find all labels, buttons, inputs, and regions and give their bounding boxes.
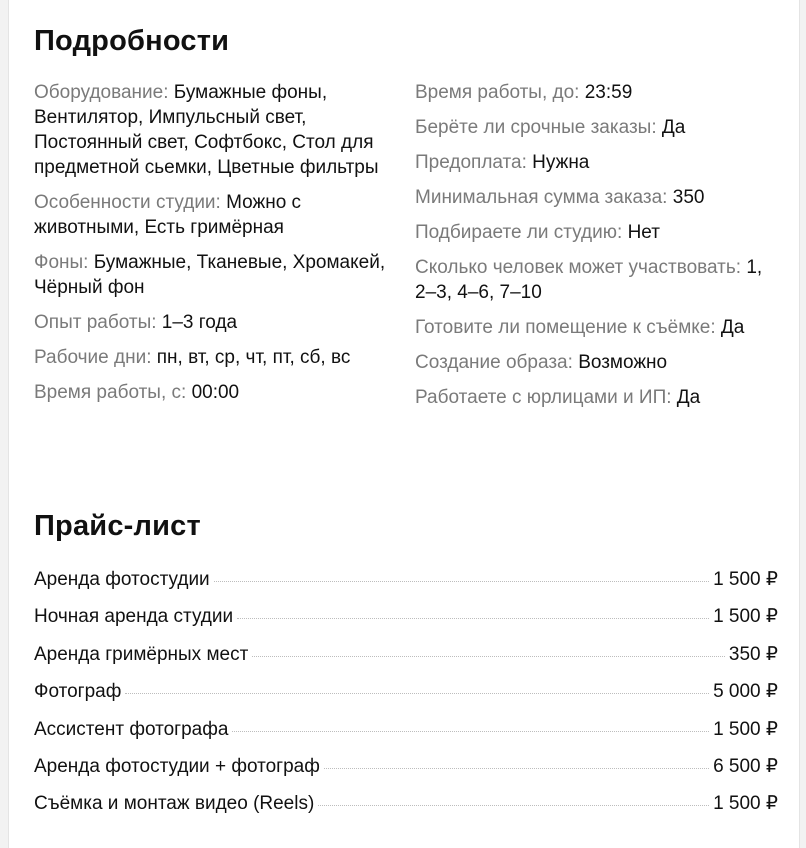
- price-item-value: 1 500 ₽: [713, 569, 778, 590]
- price-list: [34, 568, 778, 830]
- price-list-title: Прайс-лист: [34, 510, 201, 542]
- price-row: [34, 755, 778, 792]
- detail-row-room-prep: [415, 315, 787, 340]
- dotted-leader: [125, 693, 709, 694]
- price-row: [34, 643, 778, 680]
- detail-row-studio-selection: [415, 220, 787, 245]
- detail-row-prepayment: [415, 150, 787, 175]
- details-card: [8, 0, 800, 848]
- detail-value: Можно с животными, Есть гримёрная: [34, 192, 302, 238]
- price-item-value: 1 500 ₽: [713, 793, 778, 815]
- detail-value: Нет: [627, 222, 660, 243]
- detail-value: 23:59: [584, 82, 633, 103]
- detail-value: 1–3 года: [161, 312, 238, 333]
- price-row: [34, 605, 778, 642]
- price-item-value: 350 ₽: [728, 643, 778, 665]
- detail-value: 350: [672, 187, 705, 208]
- detail-key: Фоны:: [34, 252, 89, 273]
- detail-row-work-from: [34, 380, 394, 405]
- detail-key: Особенности студии:: [34, 192, 221, 213]
- detail-value: Да: [676, 387, 701, 408]
- price-row: [34, 792, 778, 829]
- dotted-leader: [237, 618, 709, 619]
- dotted-leader: [324, 768, 709, 769]
- price-row: [34, 568, 778, 605]
- detail-key: Время работы, до:: [415, 82, 580, 103]
- detail-row-studio-features: [34, 190, 394, 240]
- detail-key: Подбираете ли студию:: [415, 222, 623, 243]
- detail-value: Да: [661, 117, 686, 138]
- detail-row-backgrounds: [34, 250, 394, 300]
- price-item-name: Фотограф: [34, 681, 122, 703]
- price-row: [34, 718, 778, 755]
- dotted-leader: [214, 581, 709, 582]
- detail-key: Берёте ли срочные заказы:: [415, 117, 657, 138]
- detail-key: Создание образа:: [415, 352, 573, 373]
- detail-row-equipment: [34, 80, 394, 180]
- detail-row-styling: [415, 350, 787, 375]
- detail-value: Возможно: [578, 352, 668, 373]
- detail-key: Готовите ли помещение к съёмке:: [415, 317, 716, 338]
- price-item-value: 6 500 ₽: [713, 755, 778, 777]
- detail-row-urgent-orders: [415, 115, 787, 140]
- price-item-name: Съёмка и монтаж видео (Reels): [34, 793, 315, 815]
- details-title: Подробности: [34, 25, 230, 57]
- dotted-leader: [318, 805, 709, 806]
- detail-key: Оборудование:: [34, 82, 169, 103]
- detail-key: Сколько человек может участвовать:: [415, 257, 742, 278]
- detail-key: Работаете с юрлицами и ИП:: [415, 387, 672, 408]
- price-item-name: Ночная аренда студии: [34, 606, 234, 628]
- price-item-value: 5 000 ₽: [713, 681, 778, 703]
- dotted-leader: [252, 656, 725, 657]
- detail-value: пн, вт, ср, чт, пт, сб, вс: [156, 347, 351, 368]
- detail-value: 1, 2–3, 4–6, 7–10: [415, 257, 763, 303]
- price-item-name: Аренда фотостудии + фотограф: [34, 755, 320, 777]
- detail-row-work-until: [415, 80, 787, 105]
- price-row: [34, 680, 778, 717]
- detail-row-experience: [34, 310, 394, 335]
- detail-key: Предоплата:: [415, 152, 527, 173]
- price-item-name: Ассистент фотографа: [34, 718, 229, 740]
- detail-value: Бумажные фоны, Вентилятор, Импульсный свет, Постоянный свет, Софтбокс, Стол для предметной сьемки, Цветные фильтры: [34, 82, 379, 178]
- detail-value: Бумажные, Тканевые, Хромакей, Чёрный фон: [34, 252, 386, 298]
- detail-key: Минимальная сумма заказа:: [415, 187, 668, 208]
- details-right-column: [415, 80, 787, 420]
- price-item-value: 1 500 ₽: [713, 718, 778, 740]
- detail-value: Да: [720, 317, 745, 338]
- detail-key: Рабочие дни:: [34, 347, 152, 368]
- price-item-name: Аренда гримёрных мест: [34, 643, 249, 665]
- detail-row-work-days: [34, 345, 394, 370]
- details-left-column: [34, 80, 394, 415]
- detail-key: Опыт работы:: [34, 312, 157, 333]
- price-item-name: Аренда фотостудии: [34, 569, 210, 590]
- detail-row-legal-entities: [415, 385, 787, 410]
- price-item-value: 1 500 ₽: [713, 606, 778, 628]
- detail-row-participants: [415, 255, 787, 305]
- detail-value: Нужна: [532, 152, 590, 173]
- detail-value: 00:00: [191, 382, 240, 403]
- detail-row-min-order: [415, 185, 787, 210]
- detail-key: Время работы, с:: [34, 382, 187, 403]
- dotted-leader: [232, 731, 709, 732]
